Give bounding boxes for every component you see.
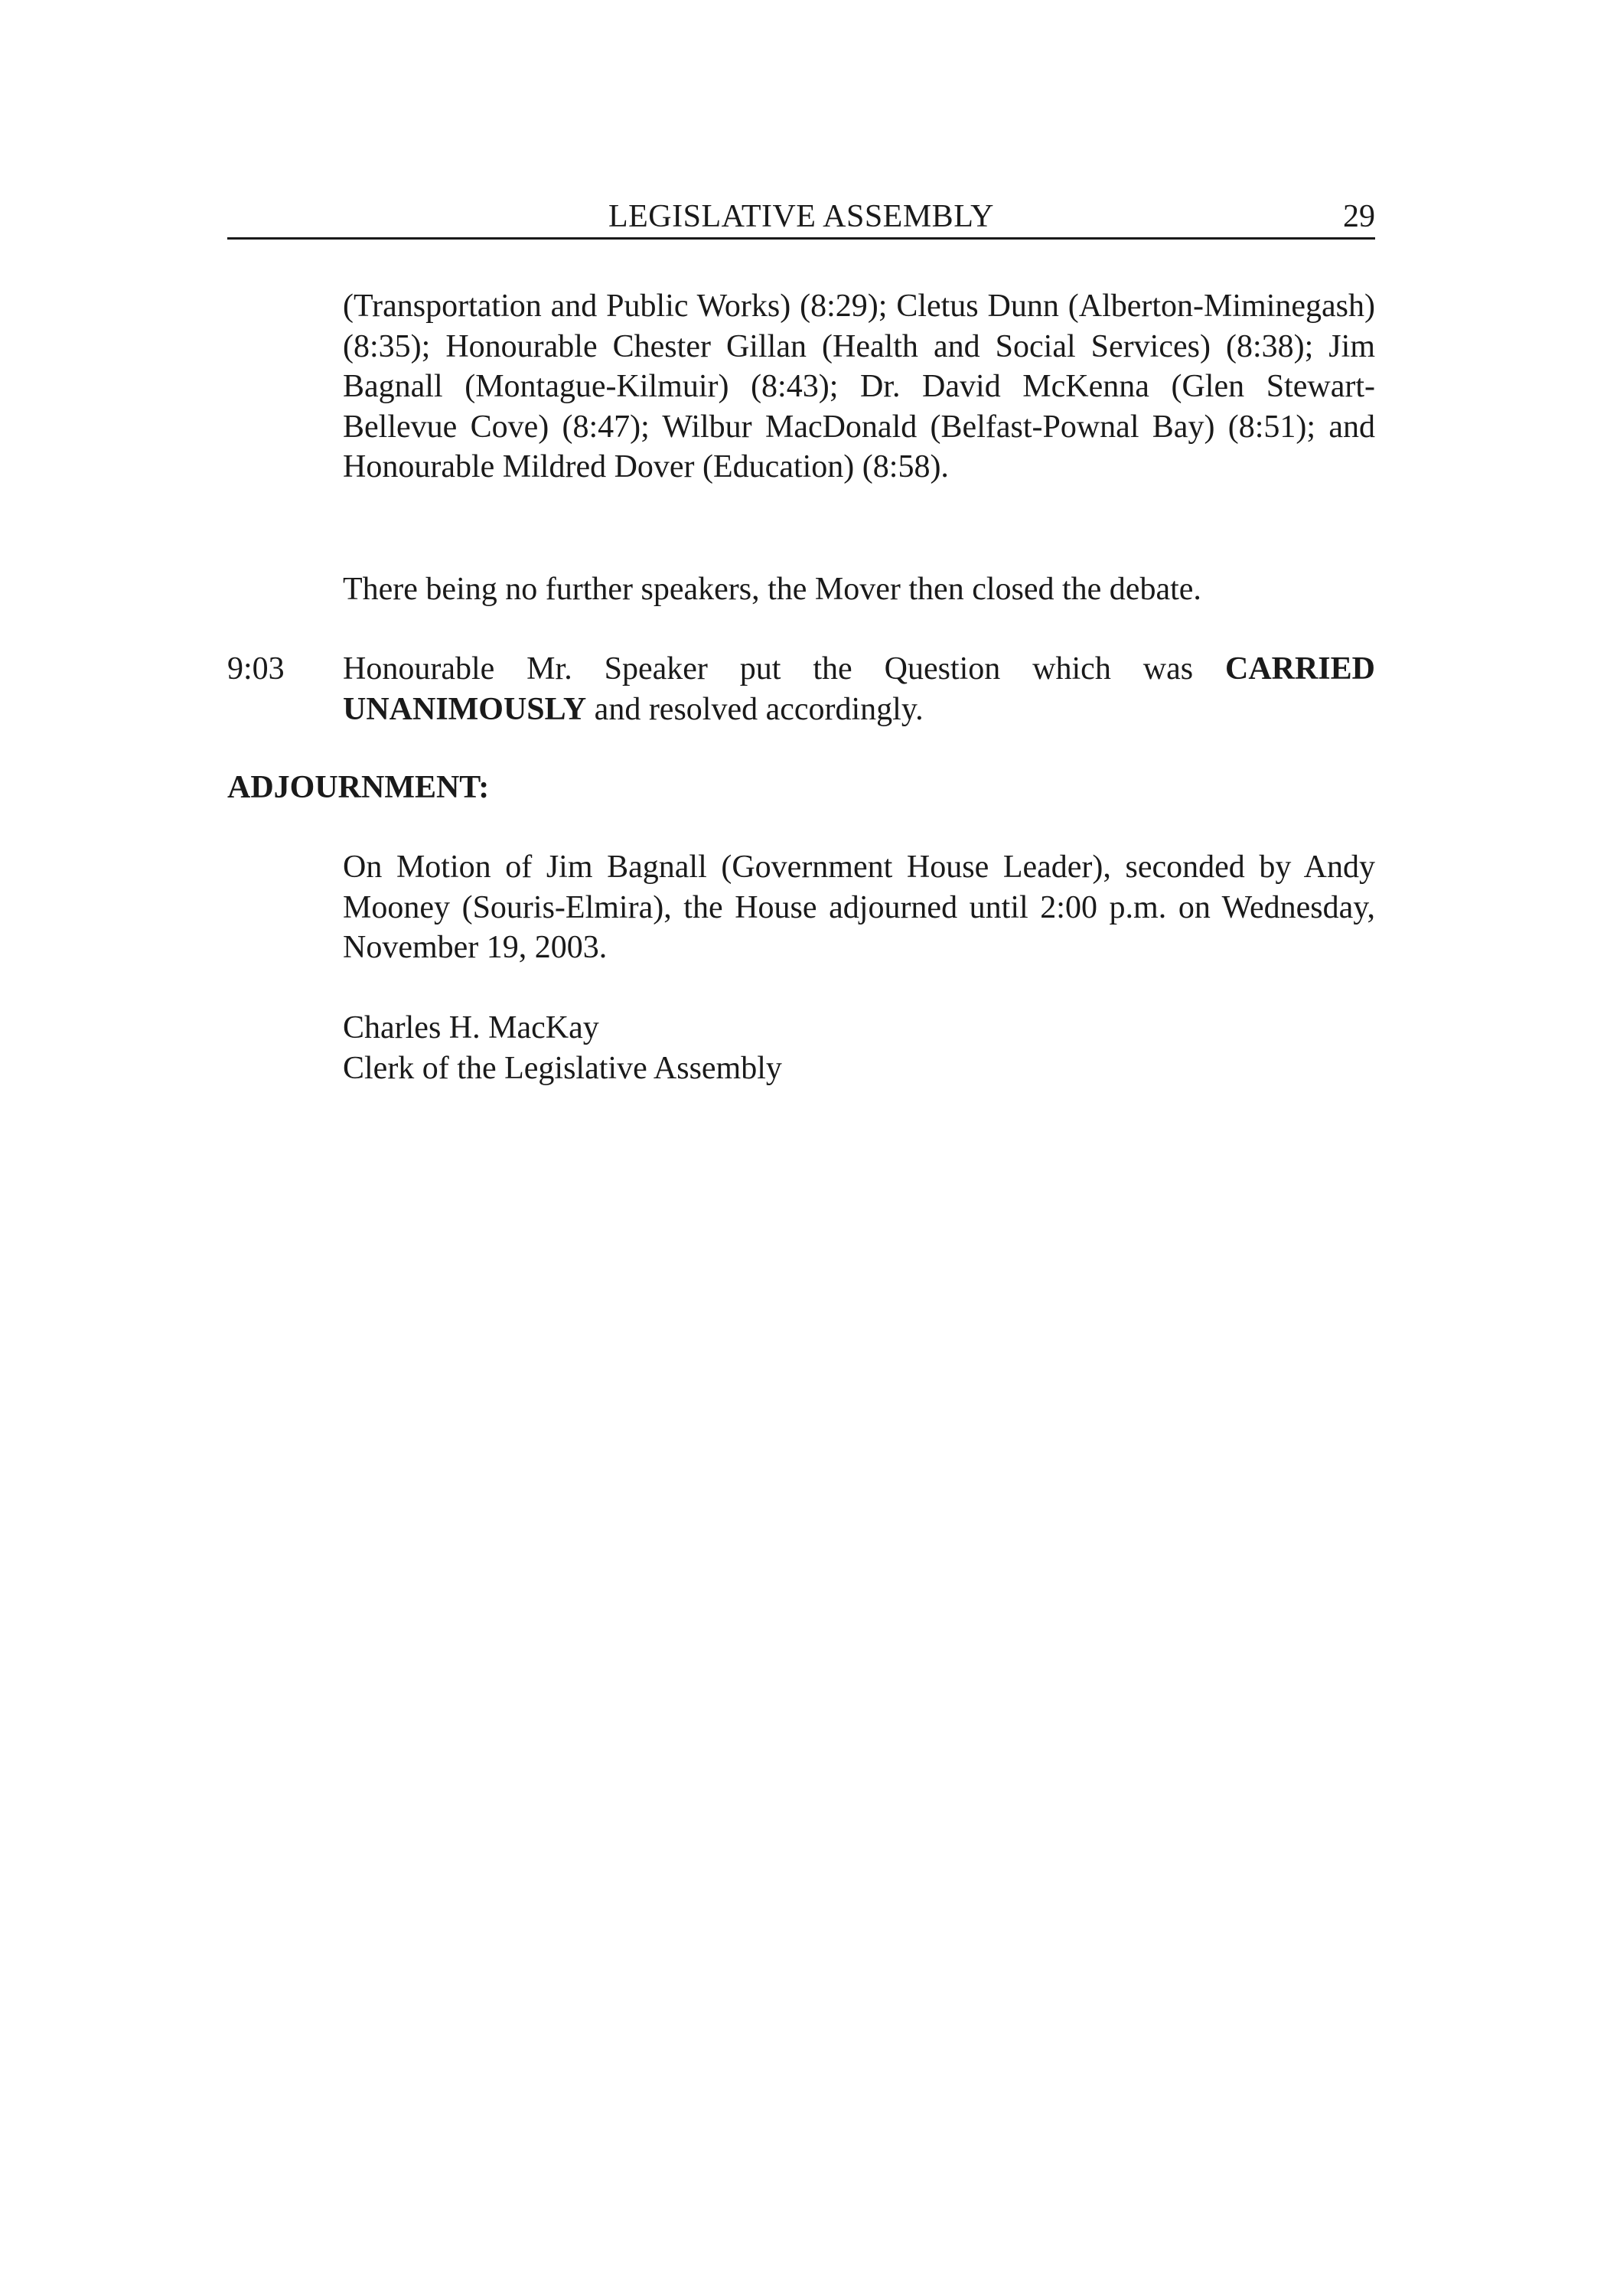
vote-time: 9:03 (227, 651, 285, 687)
vote-result: CARRIED UNANIMOUSLY (343, 651, 1375, 727)
signature-block (343, 1008, 782, 1088)
page-number: 29 (1343, 199, 1375, 234)
vote-text-after: and resolved accordingly. (586, 691, 924, 727)
speakers-paragraph: (Transportation and Public Works) (8:29); Cletus Dunn (Alberton-Miminegash) (8:35); Honourable Chester Gillan (Health and Social Services) (8:38); Jim Bagnall (Montague-Kilmuir) (8:43); Dr. David McKenna (Glen Stewart-Bellevue Cove) (8:47); Wilbur MacDonald (Belfast-Pownal Bay) (8:51); and Honourable Mildred Dover (Education) (8:58). (343, 289, 1375, 484)
vote-paragraph (343, 649, 1375, 729)
signature-name: Charles H. MacKay (343, 1010, 599, 1045)
closing-paragraph: There being no further speakers, the Mover then closed the debate. (343, 572, 1201, 607)
adjournment-paragraph: On Motion of Jim Bagnall (Government House Leader), seconded by Andy Mooney (Souris-Elmira), the House adjourned until 2:00 p.m. on Wednesday, November 19, 2003. (343, 850, 1375, 965)
header-title: LEGISLATIVE ASSEMBLY (608, 199, 994, 234)
signature-title: Clerk of the Legislative Assembly (343, 1050, 782, 1086)
page-header (227, 195, 1375, 238)
header-rule (227, 237, 1375, 240)
adjournment-heading: ADJOURNMENT: (227, 770, 490, 805)
vote-text-before: Honourable Mr. Speaker put the Question which was (343, 651, 1225, 687)
